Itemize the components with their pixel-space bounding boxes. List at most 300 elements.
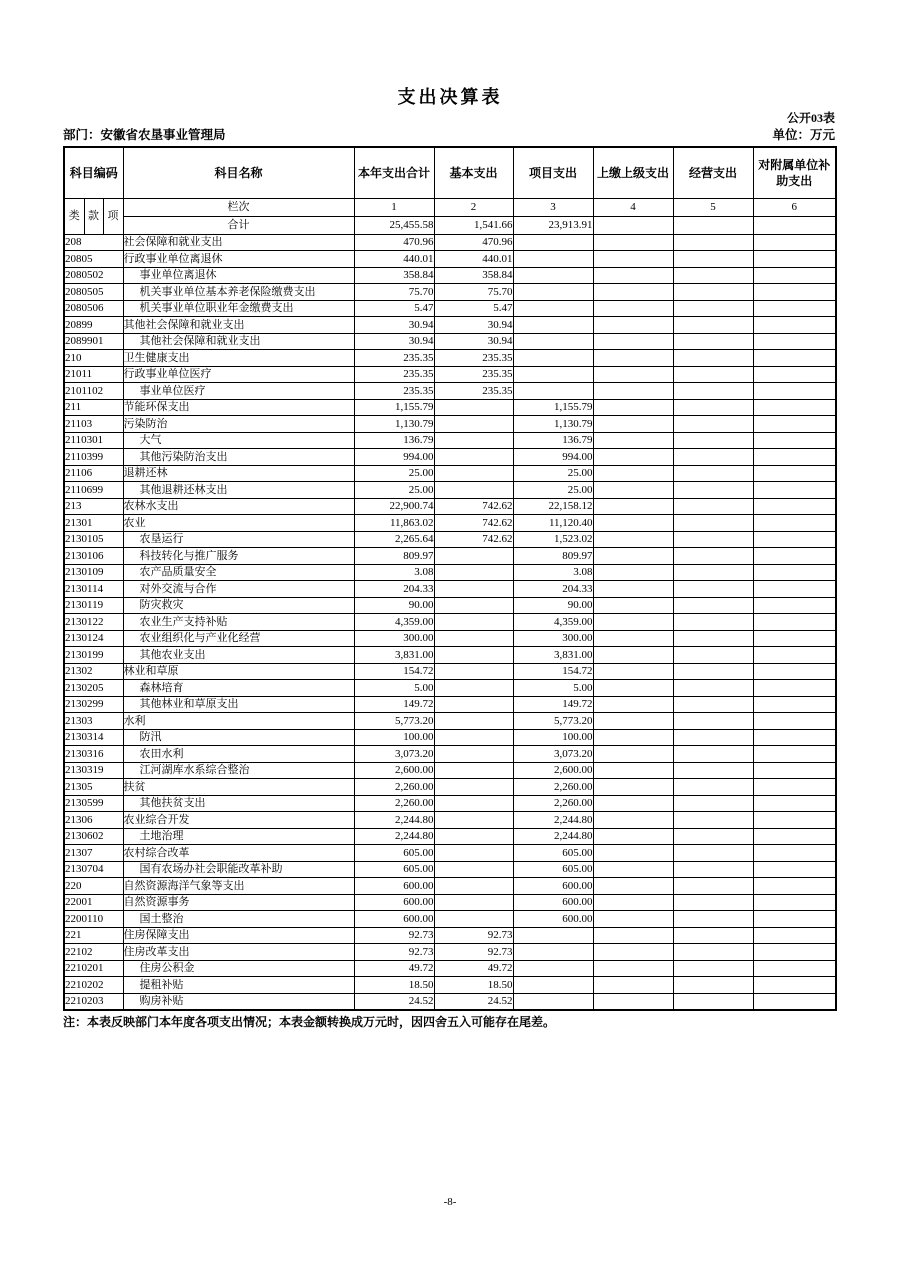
amount-cell [513, 317, 593, 334]
amount-cell [434, 630, 513, 647]
amount-cell [434, 597, 513, 614]
subject-name-cell: 农林水支出 [123, 498, 354, 515]
amount-cell [593, 696, 673, 713]
table-row [64, 548, 836, 565]
table-row [64, 350, 836, 367]
table-row [64, 234, 836, 251]
amount-cell: 1,523.02 [513, 531, 593, 548]
subject-name-cell: 农垦运行 [123, 531, 354, 548]
amount-cell [434, 878, 513, 895]
subject-name-cell: 土地治理 [123, 828, 354, 845]
amount-cell [753, 482, 836, 499]
subject-name-cell: 森林培育 [123, 680, 354, 697]
amount-cell [673, 300, 753, 317]
subject-code-cell: 22001 [64, 894, 123, 911]
subject-name-cell: 国有农场办社会职能改革补助 [123, 861, 354, 878]
grand-total-col6 [753, 216, 836, 234]
amount-cell: 75.70 [354, 284, 434, 301]
table-row [64, 614, 836, 631]
amount-cell: 600.00 [354, 878, 434, 895]
amount-cell [753, 878, 836, 895]
amount-cell [673, 251, 753, 268]
amount-cell [593, 548, 673, 565]
column-index-4: 4 [593, 198, 673, 216]
amount-cell: 4,359.00 [354, 614, 434, 631]
amount-cell [434, 399, 513, 416]
subject-code-cell: 21301 [64, 515, 123, 532]
amount-cell [593, 729, 673, 746]
page-number: -8- [443, 1196, 457, 1208]
amount-cell [673, 333, 753, 350]
subject-name-cell: 农业综合开发 [123, 812, 354, 829]
amount-cell [513, 350, 593, 367]
amount-cell [753, 416, 836, 433]
amount-cell [434, 861, 513, 878]
amount-cell [753, 333, 836, 350]
amount-cell: 11,120.40 [513, 515, 593, 532]
amount-cell [673, 416, 753, 433]
subject-name-cell: 其他林业和草原支出 [123, 696, 354, 713]
amount-cell [593, 993, 673, 1010]
amount-cell: 30.94 [354, 333, 434, 350]
amount-cell [753, 812, 836, 829]
amount-cell: 470.96 [434, 234, 513, 251]
amount-cell: 235.35 [354, 366, 434, 383]
amount-cell [673, 993, 753, 1010]
amount-cell [513, 927, 593, 944]
amount-cell [673, 795, 753, 812]
amount-cell [593, 845, 673, 862]
amount-cell [593, 779, 673, 796]
amount-cell: 25.00 [513, 465, 593, 482]
amount-cell: 2,244.80 [354, 828, 434, 845]
amount-cell: 5.47 [354, 300, 434, 317]
subject-code-cell: 2130114 [64, 581, 123, 598]
amount-cell [753, 267, 836, 284]
table-row [64, 300, 836, 317]
table-row [64, 333, 836, 350]
amount-cell [753, 911, 836, 928]
amount-cell: 2,244.80 [513, 828, 593, 845]
amount-cell [673, 581, 753, 598]
amount-cell [673, 515, 753, 532]
table-row [64, 647, 836, 664]
grand-total-row [64, 216, 836, 234]
subject-name-cell: 其他农业支出 [123, 647, 354, 664]
amount-cell [593, 878, 673, 895]
amount-cell [753, 713, 836, 730]
header-basic-expenditure: 基本支出 [434, 147, 513, 198]
amount-cell [593, 366, 673, 383]
amount-cell [593, 828, 673, 845]
amount-cell [434, 795, 513, 812]
table-row [64, 251, 836, 268]
amount-cell [434, 564, 513, 581]
amount-cell [753, 977, 836, 994]
amount-cell [513, 977, 593, 994]
table-row [64, 746, 836, 763]
amount-cell: 22,900.74 [354, 498, 434, 515]
amount-cell: 30.94 [434, 317, 513, 334]
amount-cell [673, 449, 753, 466]
amount-cell: 154.72 [513, 663, 593, 680]
amount-cell: 18.50 [354, 977, 434, 994]
subject-code-cell: 2080502 [64, 267, 123, 284]
table-row [64, 366, 836, 383]
subject-name-cell: 事业单位医疗 [123, 383, 354, 400]
amount-cell: 92.73 [434, 927, 513, 944]
table-row [64, 581, 836, 598]
amount-cell [673, 861, 753, 878]
amount-cell [513, 267, 593, 284]
amount-cell [434, 812, 513, 829]
grand-total-col4 [593, 216, 673, 234]
amount-cell [673, 911, 753, 928]
amount-cell: 2,244.80 [513, 812, 593, 829]
amount-cell: 25.00 [513, 482, 593, 499]
amount-cell: 742.62 [434, 515, 513, 532]
amount-cell [753, 795, 836, 812]
amount-cell [513, 993, 593, 1010]
subject-name-cell: 污染防治 [123, 416, 354, 433]
table-row [64, 432, 836, 449]
amount-cell: 440.01 [434, 251, 513, 268]
amount-cell [753, 432, 836, 449]
grand-total-label: 合计 [123, 216, 354, 234]
amount-cell [673, 482, 753, 499]
amount-cell: 24.52 [434, 993, 513, 1010]
subject-code-cell: 21305 [64, 779, 123, 796]
amount-cell [593, 465, 673, 482]
subject-name-cell: 农业组织化与产业化经营 [123, 630, 354, 647]
amount-cell [673, 927, 753, 944]
amount-cell: 24.52 [354, 993, 434, 1010]
amount-cell: 3,073.20 [513, 746, 593, 763]
column-index-3: 3 [513, 198, 593, 216]
column-index-1: 1 [354, 198, 434, 216]
amount-cell [513, 944, 593, 961]
amount-cell [753, 531, 836, 548]
amount-cell: 30.94 [354, 317, 434, 334]
subject-name-cell: 其他扶贫支出 [123, 795, 354, 812]
amount-cell [513, 284, 593, 301]
subject-name-cell: 机关事业单位职业年金缴费支出 [123, 300, 354, 317]
amount-cell [753, 960, 836, 977]
amount-cell: 100.00 [354, 729, 434, 746]
amount-cell [753, 647, 836, 664]
amount-cell [593, 300, 673, 317]
amount-cell [593, 432, 673, 449]
table-row [64, 498, 836, 515]
table-row [64, 597, 836, 614]
amount-cell [593, 531, 673, 548]
footnote: 注：本表反映部门本年度各项支出情况；本表金额转换成万元时，因四舍五入可能存在尾差。 [63, 1015, 556, 1029]
amount-cell: 90.00 [513, 597, 593, 614]
amount-cell [434, 416, 513, 433]
amount-cell: 300.00 [513, 630, 593, 647]
amount-cell: 1,130.79 [354, 416, 434, 433]
amount-cell: 2,260.00 [513, 795, 593, 812]
amount-cell [593, 647, 673, 664]
amount-cell [593, 251, 673, 268]
subject-code-cell: 2110399 [64, 449, 123, 466]
subject-code-cell: 2080506 [64, 300, 123, 317]
amount-cell: 600.00 [513, 911, 593, 928]
column-index-row [64, 198, 836, 216]
amount-cell [593, 350, 673, 367]
subject-name-cell: 行政事业单位离退休 [123, 251, 354, 268]
amount-cell [593, 449, 673, 466]
amount-cell [753, 284, 836, 301]
amount-cell: 30.94 [434, 333, 513, 350]
amount-cell [673, 647, 753, 664]
amount-cell [673, 234, 753, 251]
subject-code-cell: 21103 [64, 416, 123, 433]
amount-cell [673, 432, 753, 449]
amount-cell [673, 729, 753, 746]
amount-cell [593, 630, 673, 647]
amount-cell [673, 944, 753, 961]
table-row [64, 845, 836, 862]
subject-code-cell: 21106 [64, 465, 123, 482]
header-operating-expenditure: 经营支出 [673, 147, 753, 198]
amount-cell: 2,260.00 [354, 779, 434, 796]
amount-cell [434, 647, 513, 664]
amount-cell: 3,831.00 [354, 647, 434, 664]
amount-cell [673, 399, 753, 416]
amount-cell: 1,130.79 [513, 416, 593, 433]
amount-cell: 3,073.20 [354, 746, 434, 763]
amount-cell [593, 515, 673, 532]
amount-cell [434, 465, 513, 482]
subject-name-cell: 国土整治 [123, 911, 354, 928]
table-row [64, 696, 836, 713]
amount-cell [434, 713, 513, 730]
subject-code-cell: 220 [64, 878, 123, 895]
amount-cell: 136.79 [354, 432, 434, 449]
amount-cell: 3.08 [354, 564, 434, 581]
subject-code-cell: 2101102 [64, 383, 123, 400]
amount-cell [434, 845, 513, 862]
table-row [64, 284, 836, 301]
amount-cell [593, 663, 673, 680]
amount-cell [593, 597, 673, 614]
page-title: 支出决算表 [397, 87, 503, 107]
amount-cell [434, 696, 513, 713]
amount-cell: 90.00 [354, 597, 434, 614]
amount-cell [513, 234, 593, 251]
amount-cell [673, 597, 753, 614]
subject-code-cell: 21302 [64, 663, 123, 680]
subject-name-cell: 对外交流与合作 [123, 581, 354, 598]
subject-code-cell: 2080505 [64, 284, 123, 301]
amount-cell [593, 234, 673, 251]
table-row [64, 911, 836, 928]
header-project-expenditure: 项目支出 [513, 147, 593, 198]
amount-cell [673, 779, 753, 796]
amount-cell: 75.70 [434, 284, 513, 301]
subject-code-cell: 21303 [64, 713, 123, 730]
amount-cell [673, 465, 753, 482]
amount-cell [673, 614, 753, 631]
amount-cell [673, 350, 753, 367]
amount-cell [593, 333, 673, 350]
amount-cell [673, 696, 753, 713]
amount-cell [434, 762, 513, 779]
header-upturned-expenditure: 上缴上级支出 [593, 147, 673, 198]
subject-code-cell: 213 [64, 498, 123, 515]
amount-cell [593, 614, 673, 631]
column-index-2: 2 [434, 198, 513, 216]
grand-total-col3: 23,913.91 [513, 216, 593, 234]
amount-cell [753, 663, 836, 680]
amount-cell: 809.97 [513, 548, 593, 565]
code-sub-kuan: 款 [84, 198, 103, 234]
amount-cell: 49.72 [434, 960, 513, 977]
subject-code-cell: 210 [64, 350, 123, 367]
table-row [64, 927, 836, 944]
subject-name-cell: 社会保障和就业支出 [123, 234, 354, 251]
subject-code-cell: 20805 [64, 251, 123, 268]
subject-name-cell: 农产品质量安全 [123, 564, 354, 581]
amount-cell [753, 399, 836, 416]
amount-cell [753, 251, 836, 268]
amount-cell [593, 317, 673, 334]
subject-name-cell: 住房公积金 [123, 960, 354, 977]
amount-cell [434, 614, 513, 631]
amount-cell [593, 795, 673, 812]
amount-cell [593, 482, 673, 499]
amount-cell [753, 465, 836, 482]
amount-cell: 5.47 [434, 300, 513, 317]
amount-cell: 605.00 [513, 845, 593, 862]
form-code: 公开03表 [786, 111, 835, 125]
subject-code-cell: 2130299 [64, 696, 123, 713]
grand-total-col1: 25,455.58 [354, 216, 434, 234]
amount-cell [753, 696, 836, 713]
amount-cell [434, 449, 513, 466]
amount-cell [593, 498, 673, 515]
amount-cell: 5,773.20 [354, 713, 434, 730]
amount-cell: 18.50 [434, 977, 513, 994]
amount-cell [513, 383, 593, 400]
table-row [64, 482, 836, 499]
amount-cell: 92.73 [354, 944, 434, 961]
amount-cell [753, 597, 836, 614]
amount-cell [753, 746, 836, 763]
subject-code-cell: 2210201 [64, 960, 123, 977]
table-row [64, 383, 836, 400]
amount-cell: 994.00 [354, 449, 434, 466]
table-row [64, 680, 836, 697]
subject-name-cell: 林业和草原 [123, 663, 354, 680]
header-total-expenditure: 本年支出合计 [354, 147, 434, 198]
amount-cell: 149.72 [513, 696, 593, 713]
amount-cell [593, 960, 673, 977]
amount-cell [753, 366, 836, 383]
amount-cell: 2,600.00 [513, 762, 593, 779]
subject-code-cell: 221 [64, 927, 123, 944]
amount-cell [434, 482, 513, 499]
amount-cell [434, 894, 513, 911]
subject-code-cell: 2130119 [64, 597, 123, 614]
amount-cell: 2,600.00 [354, 762, 434, 779]
amount-cell [753, 680, 836, 697]
amount-cell [593, 581, 673, 598]
amount-cell [673, 713, 753, 730]
subject-code-cell: 2130704 [64, 861, 123, 878]
subject-name-cell: 卫生健康支出 [123, 350, 354, 367]
subject-code-cell: 2210203 [64, 993, 123, 1010]
table-row [64, 531, 836, 548]
amount-cell: 149.72 [354, 696, 434, 713]
amount-cell: 605.00 [513, 861, 593, 878]
amount-cell [673, 828, 753, 845]
table-row [64, 795, 836, 812]
amount-cell [593, 383, 673, 400]
amount-cell [593, 762, 673, 779]
amount-cell [593, 267, 673, 284]
amount-cell [753, 845, 836, 862]
subject-code-cell: 21011 [64, 366, 123, 383]
table-row [64, 944, 836, 961]
subject-code-cell: 2089901 [64, 333, 123, 350]
subject-code-cell: 211 [64, 399, 123, 416]
subject-name-cell: 自然资源海洋气象等支出 [123, 878, 354, 895]
amount-cell: 204.33 [513, 581, 593, 598]
subject-code-cell: 2200110 [64, 911, 123, 928]
subject-name-cell: 机关事业单位基本养老保险缴费支出 [123, 284, 354, 301]
table-row [64, 416, 836, 433]
amount-cell [593, 680, 673, 697]
amount-cell [513, 251, 593, 268]
amount-cell [753, 350, 836, 367]
amount-cell: 470.96 [354, 234, 434, 251]
amount-cell: 235.35 [354, 350, 434, 367]
amount-cell: 204.33 [354, 581, 434, 598]
table-row [64, 812, 836, 829]
amount-cell [434, 746, 513, 763]
amount-cell [434, 548, 513, 565]
amount-cell [593, 416, 673, 433]
amount-cell [593, 284, 673, 301]
table-row [64, 977, 836, 994]
amount-cell: 2,244.80 [354, 812, 434, 829]
amount-cell [593, 564, 673, 581]
amount-cell [673, 548, 753, 565]
amount-cell [753, 944, 836, 961]
subject-code-cell: 2130602 [64, 828, 123, 845]
amount-cell: 235.35 [434, 350, 513, 367]
amount-cell: 235.35 [434, 366, 513, 383]
subject-name-cell: 提租补贴 [123, 977, 354, 994]
amount-cell: 2,260.00 [354, 795, 434, 812]
amount-cell: 4,359.00 [513, 614, 593, 631]
amount-cell: 2,260.00 [513, 779, 593, 796]
table-row [64, 713, 836, 730]
amount-cell: 358.84 [354, 267, 434, 284]
amount-cell [753, 894, 836, 911]
amount-cell [753, 449, 836, 466]
amount-cell [513, 366, 593, 383]
amount-cell [673, 878, 753, 895]
table-row [64, 515, 836, 532]
column-index-5: 5 [673, 198, 753, 216]
subject-name-cell: 防汛 [123, 729, 354, 746]
amount-cell [434, 663, 513, 680]
subject-name-cell: 其他社会保障和就业支出 [123, 317, 354, 334]
amount-cell [753, 564, 836, 581]
